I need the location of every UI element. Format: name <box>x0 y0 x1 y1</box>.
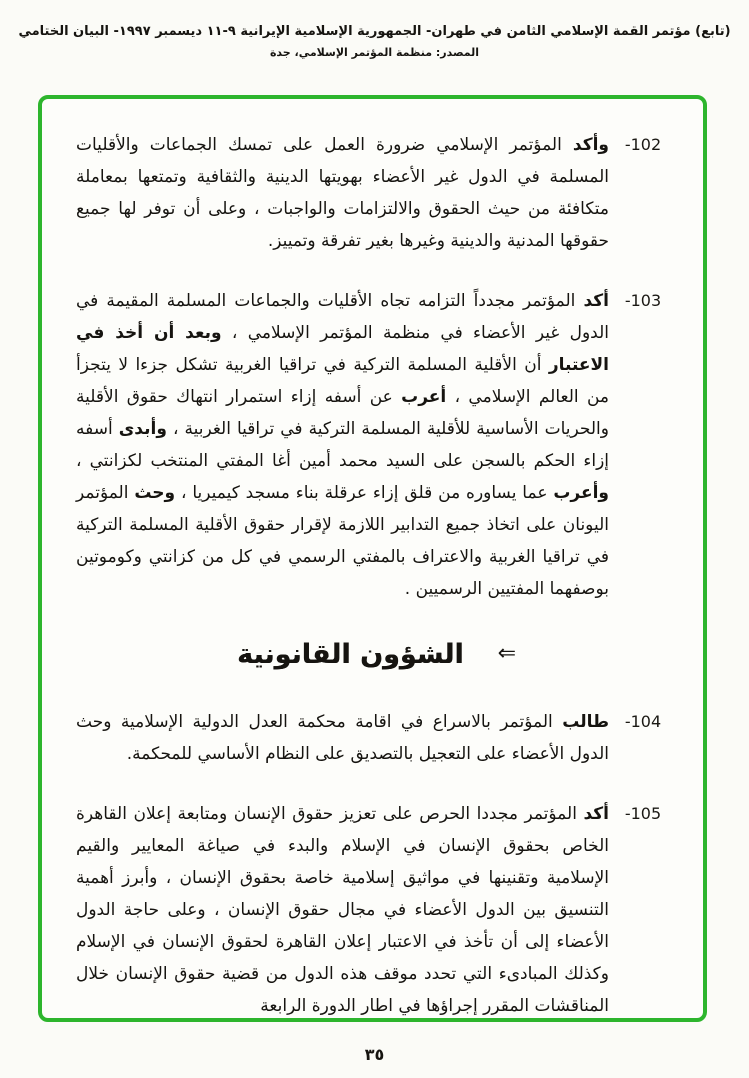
paragraph-text: أكد المؤتمر مجدداً التزامه تجاه الأقليات والجماعات المسلمة المقيمة في الدول غير الأعضاء في منظمة المؤتمر الإسلامي ، وبعد أن أخذ في الاعتبار أن الأقلية المسلمة التركية في تراقيا الغربية تشكل جزءا لا يتجزأ من العالم الإسلامي ، أعرب عن أسفه إزاء استمرار انتهاك حقوق الأقلية والحريات الأساسية للأقلية المسلمة التركية في تراقيا الغربية ، وأبدى أسفه إزاء الحكم بالسجن على السيد محمد أمين أغا المفتي المنتخب لكزانتي ، وأعرب عما يساوره من قلق إزاء عرقلة بناء مسجد كيميريا ، وحث المؤتمر اليونان على اتخاذ جميع التدابير اللازمة لإقرار حقوق الأقلية المسلمة التركية في تراقيا الغربية والاعتراف بالمفتي الرسمي في كل من كزانتي وكوموتين بوصفهما المفتيين الرسميين . <box>76 291 610 599</box>
section-heading-text: الشؤون القانونية <box>236 639 464 670</box>
header-source: المصدر: منظمة المؤتمر الإسلامي، جدة <box>269 46 480 59</box>
numbered-paragraph <box>76 285 677 605</box>
paragraph-number: -104 <box>624 712 662 731</box>
section-heading <box>76 639 677 670</box>
header-title: (تابع) مؤتمر القمة الإسلامي الثامن في طهران- الجمهورية الإسلامية الإيرانية ٩-١١ ديسمبر ١٩٩٧- البيان الختامي <box>18 24 731 39</box>
document-header <box>0 0 749 59</box>
numbered-paragraph <box>76 798 677 1018</box>
paragraph-text: أكد المؤتمر مجددا الحرص على تعزيز حقوق الإنسان ومتابعة إعلان القاهرة الخاص بحقوق الإنسان في الإسلام والبدء في صياغة المعايير والقيم الإسلامية وتقنينها في مواثيق إسلامية خاصة بحقوق الإنسان ، وأبرز أهمية التنسيق بين الدول الأعضاء في مجال حقوق الإنسان ، وعلى حاجة الدول الأعضاء إلى أن تأخذ في الاعتبار إعلان القاهرة لحقوق الإنسان في الإسلام وكذلك المبادىء التي تحدد موقف هذه الدول من قضية حقوق الإنسان خلال المناقشات المقرر إجراؤها في اطار الدورة الرابعة <box>76 804 609 1016</box>
content-frame <box>38 95 707 1022</box>
numbered-paragraph <box>76 129 677 257</box>
paragraph-text: وأكد المؤتمر الإسلامي ضرورة العمل على تمسك الجماعات والأقليات المسلمة في الدول غير الأعضاء بهويتها الدينية والثقافية وتمتعها بمعاملة متكافئة من حيث الحقوق والالتزامات والواجبات ، وعلى أن توفر لها جميع حقوقها المدنية والدينية وغيرها بغير تفرقة وتمييز. <box>76 135 609 251</box>
document-body <box>42 99 703 1018</box>
section-arrow-icon: ⇐ <box>497 640 517 666</box>
paragraph-number: -105 <box>624 804 662 823</box>
paragraph-text: طالب المؤتمر بالاسراع في اقامة محكمة العدل الدولية الإسلامية وحث الدول الأعضاء على التعجيل بالتصديق على النظام الأساسي للمحكمة. <box>76 712 609 764</box>
paragraph-number: -102 <box>624 135 662 154</box>
paragraph-number: -103 <box>624 291 662 310</box>
page-number: ٣٥ <box>364 1045 385 1064</box>
numbered-paragraph <box>76 706 677 770</box>
